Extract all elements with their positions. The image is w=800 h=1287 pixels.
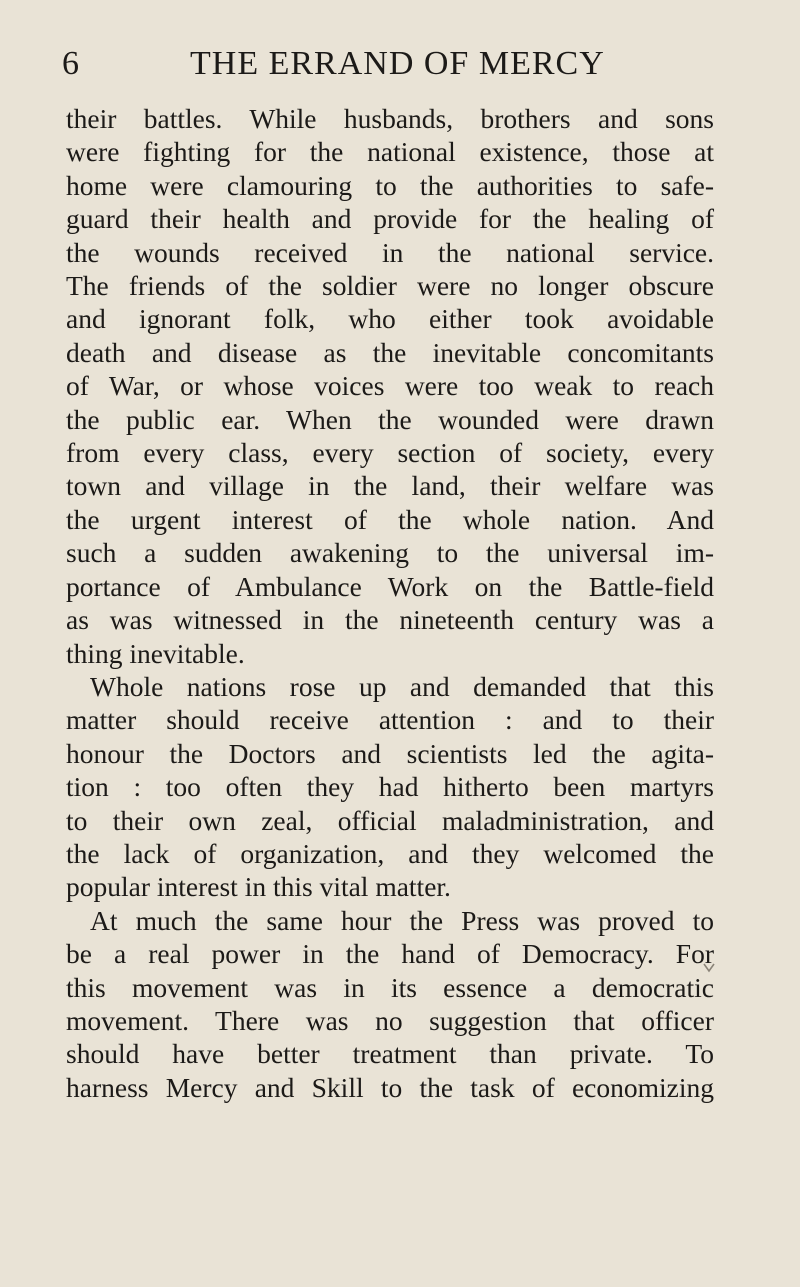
text-line: the urgent interest of the whole nation. And — [66, 503, 714, 535]
text-line: were fighting for the national existence, those at — [66, 136, 714, 168]
text-line: home were clamouring to the authorities to safe- — [66, 169, 714, 201]
text-line: honour the Doctors and scientists led the agita- — [66, 737, 714, 769]
text-line: death and disease as the inevitable concomitants — [66, 336, 714, 368]
text-line: the wounds received in the national service. — [66, 236, 714, 268]
text-line: The friends of the soldier were no longer obscure — [66, 270, 714, 302]
running-head — [62, 44, 714, 84]
text-line: should have better treatment than private. To — [66, 1038, 714, 1070]
text-line: from every class, every section of society, every — [66, 437, 714, 469]
text-line: to their own zeal, official maladministration, and — [66, 804, 714, 836]
text-line: their battles. While husbands, brothers and sons — [66, 103, 714, 134]
text-line: popular interest in this vital matter. — [66, 871, 451, 903]
body-text — [66, 102, 714, 1104]
page-number: 6 — [62, 45, 80, 82]
text-line: thing inevitable. — [66, 637, 245, 669]
text-line: Whole nations rose up and demanded that this — [90, 670, 714, 702]
text-line: be a real power in the hand of Democracy. For — [66, 938, 714, 970]
text-line: this movement was in its essence a democratic — [66, 971, 714, 1003]
text-line: the lack of organization, and they welcomed the — [66, 837, 714, 869]
text-line: matter should receive attention : and to their — [66, 704, 714, 736]
text-line: the public ear. When the wounded were drawn — [66, 403, 714, 435]
ink-speck-mark — [703, 963, 715, 973]
running-title: THE ERRAND OF MERCY — [190, 45, 605, 82]
text-line: and ignorant folk, who either took avoidable — [66, 303, 714, 335]
text-line: At much the same hour the Press was proved to — [90, 904, 714, 936]
text-line: such a sudden awakening to the universal im- — [66, 537, 714, 569]
text-line: town and village in the land, their welfare was — [66, 470, 714, 502]
text-line: harness Mercy and Skill to the task of economizing — [66, 1071, 714, 1103]
text-line: movement. There was no suggestion that officer — [66, 1004, 714, 1036]
text-line: guard their health and provide for the healing of — [66, 203, 714, 235]
text-line: as was witnessed in the nineteenth century was a — [66, 604, 714, 636]
text-line: tion : too often they had hitherto been martyrs — [66, 771, 714, 803]
text-line: of War, or whose voices were too weak to reach — [66, 370, 714, 402]
text-line: portance of Ambulance Work on the Battle-field — [66, 570, 714, 602]
